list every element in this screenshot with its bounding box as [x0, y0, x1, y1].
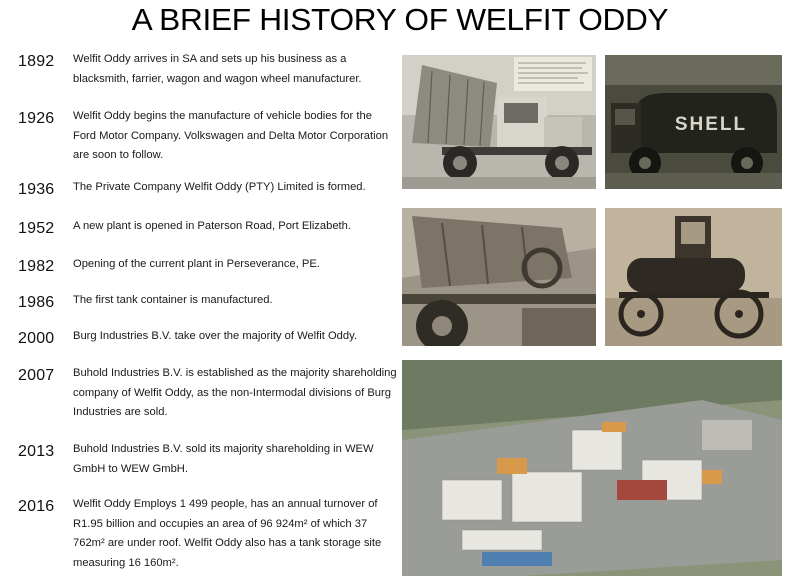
- timeline-year: 2007: [18, 367, 55, 384]
- timeline-year: 1952: [18, 220, 55, 237]
- timeline-text: Welfit Oddy Employs 1 499 people, has an annual turnover of R1.95 billion and occupies an area of 96 924m² of which 37 762m² are under roof. Welfit Oddy also has a tank storage site measuring 16 160m².: [73, 498, 382, 569]
- timeline-year: 1986: [18, 294, 55, 311]
- timeline-year: 2013: [18, 443, 55, 460]
- timeline-text: Welfit Oddy begins the manufacture of vehicle bodies for the Ford Motor Company. Volkswagen and Delta Motor Corporation are soon to follow.: [73, 110, 389, 161]
- tank-lettering: SHELL: [674, 114, 748, 135]
- timeline-year: 1892: [18, 53, 55, 70]
- timeline-text: Opening of the current plant in Perseverance, PE.: [73, 258, 320, 270]
- early-tank-vehicle-photo: [605, 208, 782, 346]
- timeline-text: A new plant is opened in Paterson Road, Port Elizabeth.: [73, 220, 351, 232]
- timeline-year: 1926: [18, 110, 55, 127]
- timeline-text: The Private Company Welfit Oddy (PTY) Limited is formed.: [73, 181, 366, 193]
- timeline-year: 1982: [18, 258, 55, 275]
- timeline-text: Welfit Oddy arrives in SA and sets up his business as a blacksmith, farrier, wagon and wagon wheel manufacturer.: [73, 53, 362, 85]
- timeline-text: Buhold Industries B.V. sold its majority shareholding in WEW GmbH to WEW GmbH.: [73, 443, 374, 475]
- tipper-truck-photo: [402, 55, 596, 189]
- aerial-plant-photo: [402, 360, 782, 576]
- timeline-year: 1936: [18, 181, 55, 198]
- timeline-year: 2000: [18, 330, 55, 347]
- tipper-chassis-photo: [402, 208, 596, 346]
- timeline-text: Buhold Industries B.V. is established as the majority shareholding company of Welfit Oddy, as the non-Intermodal divisions of Burg Industries are sold.: [73, 367, 397, 418]
- page-title: A BRIEF HISTORY OF WELFIT ODDY: [131, 2, 669, 37]
- shell-tanker-photo: [605, 55, 782, 189]
- timeline-year: 2016: [18, 498, 55, 515]
- timeline-text: Burg Industries B.V. take over the majority of Welfit Oddy.: [73, 330, 357, 342]
- timeline-text: The first tank container is manufactured.: [73, 294, 273, 306]
